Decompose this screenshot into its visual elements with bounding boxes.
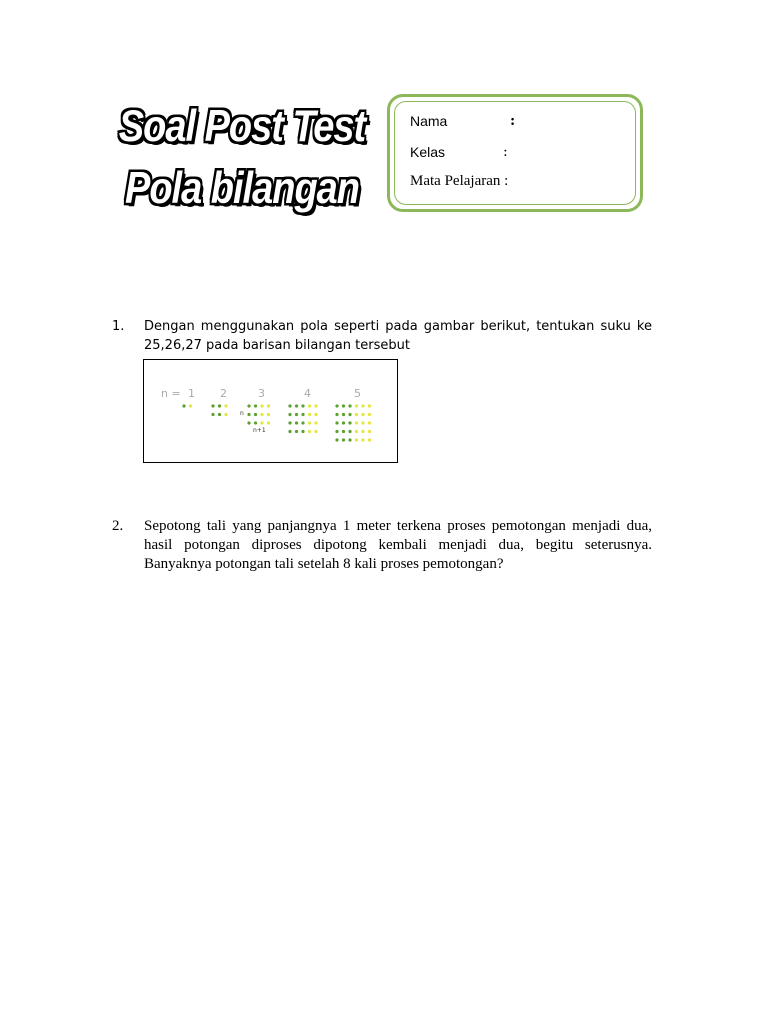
question-1: [112, 317, 652, 355]
dot-term-4: [308, 421, 311, 424]
dot-term-4: [288, 430, 291, 433]
dot-term-2: [224, 413, 227, 416]
dot-term-3: [254, 421, 257, 424]
kelas-colon: :: [503, 144, 508, 160]
dot-term-4: [314, 413, 317, 416]
nama-colon: :: [510, 113, 516, 129]
nama-label: Nama: [410, 113, 448, 129]
dot-term-4: [308, 413, 311, 416]
dot-term-3: [267, 413, 270, 416]
dot-term-5: [342, 421, 345, 424]
dot-term-5: [368, 421, 371, 424]
dot-term-4: [295, 421, 298, 424]
dot-term-5: [335, 413, 338, 416]
dot-term-5: [335, 421, 338, 424]
dot-term-5: [368, 404, 371, 407]
dot-term-5: [342, 413, 345, 416]
dot-term-5: [355, 421, 358, 424]
question-1-number: 1.: [112, 319, 125, 334]
question-2: [112, 517, 652, 574]
dot-term-5: [342, 404, 345, 407]
dot-term-3: [247, 404, 250, 407]
dot-term-5: [355, 430, 358, 433]
term-label-2: 2: [220, 387, 227, 400]
question-2-number: 2.: [112, 518, 124, 534]
dot-term-5: [361, 430, 364, 433]
dot-term-5: [342, 430, 345, 433]
dot-term-5: [361, 421, 364, 424]
dot-term-5: [355, 438, 358, 441]
dot-term-3: [254, 404, 257, 407]
dot-term-4: [288, 404, 291, 407]
dot-term-5: [335, 404, 338, 407]
dot-term-4: [301, 404, 304, 407]
dot-term-5: [342, 438, 345, 441]
dot-term-1: [182, 404, 185, 407]
mata-pelajaran-label: Mata Pelajaran :: [410, 173, 509, 189]
dot-pattern-svg: [144, 360, 399, 464]
dot-term-4: [295, 413, 298, 416]
dot-term-4: [288, 421, 291, 424]
dot-term-5: [355, 413, 358, 416]
dot-term-5: [335, 430, 338, 433]
student-info-box: [387, 94, 643, 212]
question-1-text: Dengan menggunakan pola seperti pada gambar berikut, tentukan suku ke 25,26,27 pada barisan bilangan tersebut: [144, 319, 652, 353]
dot-term-5: [348, 404, 351, 407]
term-label-1: 1: [188, 387, 195, 400]
dot-term-2: [224, 404, 227, 407]
dot-term-2: [218, 404, 221, 407]
question-2-text: Sepotong tali yang panjangnya 1 meter terkena proses pemotongan menjadi dua, hasil potongan diproses dipotong kembali menjadi dua, begitu seterusnya. Banyaknya potongan tali setelah 8 kali proses pemotongan?: [144, 518, 652, 572]
dot-term-5: [335, 438, 338, 441]
dot-term-5: [368, 430, 371, 433]
term-label-3: 3: [258, 387, 265, 400]
dot-term-3: [254, 413, 257, 416]
dot-term-2: [218, 413, 221, 416]
dot-term-4: [308, 404, 311, 407]
dot-term-2: [211, 413, 214, 416]
dot-term-3: [260, 413, 263, 416]
dot-term-3: [260, 421, 263, 424]
n-equals-label: n =: [161, 387, 181, 400]
dot-term-3: [260, 404, 263, 407]
kelas-label: Kelas: [410, 144, 446, 160]
dot-term-5: [361, 413, 364, 416]
dot-term-4: [295, 404, 298, 407]
n-annotation: n: [240, 410, 244, 417]
dot-term-5: [368, 413, 371, 416]
dot-term-5: [348, 413, 351, 416]
dot-term-3: [247, 413, 250, 416]
dot-term-3: [267, 404, 270, 407]
dot-term-1: [189, 404, 192, 407]
dot-term-4: [288, 413, 291, 416]
dot-pattern-figure: [143, 359, 398, 463]
term-label-4: 4: [304, 387, 311, 400]
dot-term-3: [267, 421, 270, 424]
n-plus-1-annotation: n+1: [253, 427, 266, 434]
dot-term-5: [361, 438, 364, 441]
term-label-5: 5: [354, 387, 361, 400]
dot-term-4: [301, 421, 304, 424]
dot-term-5: [348, 438, 351, 441]
title-line-2: Pola bilangan: [124, 164, 360, 214]
dot-term-5: [368, 438, 371, 441]
dot-term-4: [314, 404, 317, 407]
dot-term-4: [314, 421, 317, 424]
dot-term-4: [301, 430, 304, 433]
dot-term-4: [308, 430, 311, 433]
dot-term-2: [211, 404, 214, 407]
dot-term-4: [301, 413, 304, 416]
dot-term-5: [348, 421, 351, 424]
dot-term-3: [247, 421, 250, 424]
title-line-1: Soal Post Test: [118, 102, 366, 152]
dot-term-5: [361, 404, 364, 407]
dot-term-4: [314, 430, 317, 433]
dot-term-5: [355, 404, 358, 407]
dot-term-4: [295, 430, 298, 433]
dot-term-5: [348, 430, 351, 433]
